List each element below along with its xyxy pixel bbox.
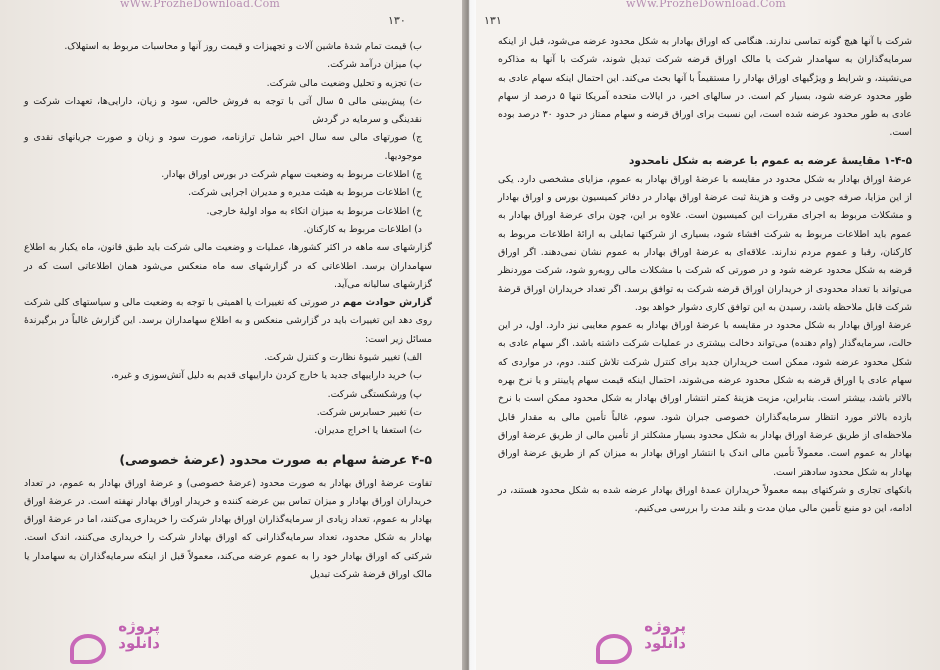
list-item: ح) اطلاعات مربوط به هیئت مدیره و مدیران اجرایی شرکت. [188,187,422,199]
watermark-text: wWw.ProzheDownload.Com [120,0,281,10]
list-item: خ) اطلاعات مربوط به میزان اتکاء به مواد اولیهٔ خارجی. [206,205,422,217]
logo-line: پروژه [118,617,160,635]
paragraph-important-events [24,294,432,349]
right-page [476,0,940,670]
paragraph-top: شرکت با آنها هیچ گونه تماسی ندارند. هنگامی که اوراق بهادار به شکل محدود عرضه می‌شود، قبل از اینکه سرمایه‌گذاران به سهامدار شرکت یا مالک اوراق قرضه شرکت تبدیل شوند، شرکت با آنها به مذاکره می‌نشیند، و شرایط و ویژگیهای اوراق بهادار را مستقیماً با آنها بحث می‌کند. این احتمال اینکه سهام عادی به طور محدود عرضه شود، بسیار کم است. در سالهای اخیر، در ایالات متحده آمریکا تنها ۵ درصد از سهام عادی به طور محدود عرضه شده است، این نسبت برای اوراق قرضه و سهام ممتاز در حدود ۳۰ درصد بوده است. [498,36,912,139]
list-item: ث) پیش‌بینی مالی ۵ سال آتی با توجه به فروش خالص، سود و زیان، دارایی‌ها، تعهدات شرکت و نقدینگی و سرمایه در گردش [24,95,422,126]
paragraph-compare-advantages: عرضهٔ اوراق بهادار به شکل محدود در مقایسه با عرضهٔ اوراق بهادار به عموم، مزایای مشخصی دارد. یکی از این مزایا، صرفه جویی در وقت و هزینهٔ ثبت عرضهٔ اوراق بهادار در دفاتر کمیسیون بورس و اوراق بهادار و مشکلات مربوط به اجرای مقررات این کمیسیون است. علاوه بر این، چون برای عرضهٔ اوراق بهادار به عموم باید اطلاعات مربوط به شرکت افشاء شود، بسیاری از شرکتها تمایلی به ارائهٔ اطلاعات مربوط به کارکنان، رقبا و عموم مردم ندارند. علاقه‌ای به عرضهٔ اوراق بهادار به عموم نشان نمی‌دهند. اگر اوراق قرضه به شکل محدود عرضه شود و در صورتی که شرکت با مشکلات مالی روبه‌رو شود، شرکت موردنظر می‌تواند با تعداد محدودی از خریداران اوراق قرضه شرکت به توافق برسد. اگر تعداد خریداران اوراق قرضهٔ شرکت قابل ملاحظه باشد، رسیدن به این توافق کاری دشوار خواهد بود. [498,173,912,313]
list-item: الف) تغییر شیوهٔ نظارت و کنترل شرکت. [264,352,422,364]
left-page [0,0,462,670]
left-page-body [24,38,432,584]
paragraph-label: گزارش حوادث مهم [342,297,432,309]
list-item: ب) قیمت تمام شدهٔ ماشین آلات و تجهیزات و قیمت روز آنها و محاسبات مربوط به استهلاک. [64,41,422,52]
book-gutter [462,0,476,670]
logo-mark-icon [596,634,632,664]
paragraph-quarterly-reports: گزارشهای سه ماهه در اکثر کشورها، عملیات و وضعیت مالی شرکت باید طبق قانون، ماه یکبار به اطلاع سهامداران برسد. اطلاعاتی که در گزارشهای سه ماه منعکس می‌شود همان اطلاعاتی است که در گزارشهای سالیانه می‌آید. [24,242,432,290]
site-logo [70,616,160,664]
list-item: چ) اطلاعات مربوط به وضعیت سهام شرکت در بورس اوراق بهادار. [161,169,422,181]
list-item: پ) میزان درآمد شرکت. [327,59,422,71]
paragraph-private-offering: تفاوت عرضهٔ اوراق بهادار به صورت محدود (عرضهٔ خصوصی) و عرضهٔ اوراق بهادار به عموم، در تعداد خریداران اوراق بهادار و میزان تماس بین عرضه کننده و خریدار اوراق بهادار نهفته است. در عرضهٔ اوراق بهادار به عموم، تعداد زیادی از سرمایه‌گذاران اوراق بهادار شرکت را خریداری می‌کنند، اما در عرضهٔ اوراق بهادار به شکل محدود، تعداد سرمایه‌گذارانی که اوراق بهادار شرکت را خریداری می‌کنند، اندک است. شرکتی که اوراق بهادار خود را به عموم عرضه می‌کند، معمولاً قبل از اینکه سرمایه‌گذاران به سهامدار یا مالک اوراق قرضهٔ شرکت تبدیل [24,477,432,581]
section-subheading: ۱-۴-۵ مقایسهٔ عرضه به عموم با عرضه به شکل نامحدود [628,154,912,167]
logo-line: دانلود [644,634,686,652]
watermark-text: wWw.ProzheDownload.Com [626,0,787,10]
list-item: پ) ورشکستگی شرکت. [327,388,422,400]
page-number: ۱۳۱ [484,14,502,27]
list-item: ت) تجزیه و تحلیل وضعیت مالی شرکت. [266,77,422,89]
site-logo [596,616,686,664]
page-number: ۱۳۰ [388,14,406,27]
logo-mark-icon [70,634,106,664]
list-item: ت) تغییر حسابرس شرکت. [316,406,422,418]
paragraph-banks-insurance: بانکهای تجاری و شرکتهای بیمه معمولاً خریداران عمدهٔ اوراق بهادار عرضه شده به شکل محدود هستند، در ادامه، این دو منبع تأمین مالی میان مدت و بلند مدت را بررسی می‌کنیم. [498,484,912,515]
logo-line: پروژه [644,617,686,635]
logo-text [644,618,686,652]
logo-line: دانلود [118,634,160,652]
paragraph-compare-disadvantages: عرضهٔ اوراق بهادار به شکل محدود در مقایسه با عرضهٔ اوراق بهادار به عموم معایبی نیز دارد. اول، در این حالت، سرمایه‌گذار (وام دهنده) می‌تواند دخالت بیشتری در عملیات شرکت داشته باشد. اگر سهام عادی به شکل محدود عرضه شود، ممکن است خریداران جدید برای کنترل شرکت تلاش کنند. دوم، در مواردی که سهام عادی یا اوراق قرضه به شکل محدود عرضه می‌شوند، احتمال اینکه قیمت سهام پایینتر و یا نرخ بهره بالاتر باشد، بیشتر است. بنابراین، مزیت هزینهٔ کمتر انتشار اوراق بهادار به شکل محدود ممکن است با نرخ بازده بالاتر مورد انتظار سرمایه‌گذاران خصوصی جبران شود. سوم، غالباً تأمین مالی به مقدار قابل ملاحظه‌ای از طریق عرضهٔ اوراق بهادار به شکل محدود بسیار مشکلتر از تأمین مالی از طریق عرضهٔ اوراق بهادار به عموم است. معمولاً تأمین مالی اندک با انتشار اوراق بهادار به میزان کم از طریق عرضهٔ اوراق بهادار به شکل محدود سادهتر است. [498,320,912,478]
list-item: د) اطلاعات مربوط به کارکنان. [303,223,422,235]
paragraph-text: در صورتی که تغییرات یا اهمیتی با توجه به وضعیت مالی و سیاستهای کلی شرکت روی دهد این تغییرات باید در گزارشی منعکس و به اطلاع سهامداران برسد. این گزارش غالباً در برگیرندهٔ مسائل زیر است: [24,297,432,345]
list-item: ج) صورتهای مالی سه سال اخیر شامل ترازنامه، صورت سود و زیان و صورت جریانهای نقدی و موجودیها. [24,132,422,162]
list-item: ب) خرید داراییهای جدید یا خارج کردن داراییهای قدیم به دلیل آتش‌سوزی و غیره. [111,370,422,382]
logo-text [118,618,160,652]
list-item: ث) استعفا یا اخراج مدیران. [314,425,422,437]
section-heading: ۴-۵ عرضهٔ سهام به صورت محدود (عرضهٔ خصوصی) [119,451,432,467]
right-page-body [498,33,912,518]
